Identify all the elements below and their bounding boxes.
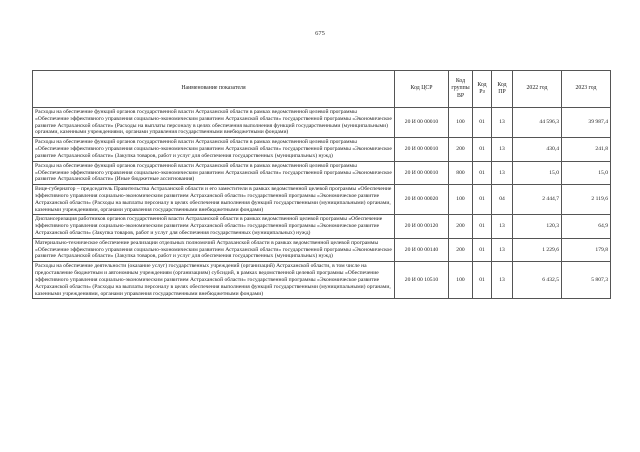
row-2023: 64,9	[562, 215, 611, 238]
table-row	[33, 108, 611, 138]
row-rz: 01	[473, 138, 492, 161]
row-group: 100	[449, 108, 473, 138]
row-2023: 2 119,6	[562, 185, 611, 215]
row-2023: 15,0	[562, 161, 611, 184]
row-code: 20 И 00 00010	[395, 138, 449, 161]
row-pr: 13	[492, 161, 513, 184]
row-2022: 44 596,3	[513, 108, 562, 138]
row-pr: 04	[492, 185, 513, 215]
row-code: 20 И 00 10510	[395, 262, 449, 299]
row-group: 800	[449, 161, 473, 184]
table-row	[33, 238, 611, 261]
header-name: Наименование показателя	[33, 71, 395, 108]
header-pr: Код ПР	[492, 71, 513, 108]
row-2023: 179,8	[562, 238, 611, 261]
table-body	[33, 108, 611, 299]
table-row	[33, 215, 611, 238]
row-name: Диспансеризация работников органов государственной власти Астраханской области в рамках ведомственной целевой программы «Обеспечение эффективного управления социально-экономическим развитием Астраханской области» государственной программы «Экономическое развитие Астраханской области» (Закупка товаров, работ и услуг для обеспечения государственных (муниципальных) нужд)	[33, 215, 395, 238]
header-code: Код ЦСР	[395, 71, 449, 108]
row-rz: 01	[473, 185, 492, 215]
header-2023: 2023 год	[562, 71, 611, 108]
row-2022: 2 444,7	[513, 185, 562, 215]
budget-table	[32, 70, 611, 299]
row-code: 20 И 00 00120	[395, 215, 449, 238]
page-number: 675	[315, 30, 325, 37]
header-2022: 2022 год	[513, 71, 562, 108]
row-2023: 241,8	[562, 138, 611, 161]
row-2022: 1 229,6	[513, 238, 562, 261]
row-name: Расходы на обеспечение функций органов государственной власти Астраханской области в рамках ведомственной целевой программы «Обеспечение эффективного управления социально-экономическим развитием Астраханской области» государственной программы «Экономическое развитие Астраханской области» (Расходы на выплаты персоналу в целях обеспечения выполнения функций государственными (муниципальными) органами, казенными учреждениями, органами управления государственными внебюджетными фондами)	[33, 108, 395, 138]
row-pr: 13	[492, 108, 513, 138]
row-code: 20 И 00 00010	[395, 161, 449, 184]
header-group: Код группы ВР	[449, 71, 473, 108]
row-name: Расходы на обеспечение функций органов государственной власти Астраханской области в рамках ведомственной целевой программы «Обеспечение эффективного управления социально-экономическим развитием Астраханской области» государственной программы «Экономическое развитие Астраханской области» (Иные бюджетные ассигнования)	[33, 161, 395, 184]
row-group: 100	[449, 262, 473, 299]
row-rz: 01	[473, 215, 492, 238]
row-code: 20 И 00 00140	[395, 238, 449, 261]
table-row	[33, 185, 611, 215]
table-row	[33, 262, 611, 299]
row-name: Расходы на обеспечение функций органов государственной власти Астраханской области в рамках ведомственной целевой программы «Обеспечение эффективного управления социально-экономическим развитием Астраханской области» государственной программы «Экономическое развитие Астраханской области» (Закупка товаров, работ и услуг для обеспечения государственных (муниципальных) нужд)	[33, 138, 395, 161]
row-2023: 5 807,3	[562, 262, 611, 299]
row-rz: 01	[473, 262, 492, 299]
row-name: Вице-губернатор – председатель Правительства Астраханской области и его заместители в рамках ведомственной целевой программы «Обеспечение эффективного управления социально-экономическим развитием Астраханской области» государственной программы «Экономическое развитие Астраханской области» (Расходы на выплаты персоналу в целях обеспечения выполнения функций государственными (муниципальными) органами, казенными учреждениями, органами управления государственными внебюджетными фондами)	[33, 185, 395, 215]
row-name: Материально-техническое обеспечение реализации отдельных полномочий Астраханской области в рамках ведомственной целевой программы «Обеспечение эффективного управления социально-экономическим развитием Астраханской области» государственной программы «Экономическое развитие Астраханской области» (Закупка товаров, работ и услуг для обеспечения государственных (муниципальных) нужд)	[33, 238, 395, 261]
row-2022: 430,4	[513, 138, 562, 161]
row-code: 20 И 00 00020	[395, 185, 449, 215]
row-pr: 13	[492, 262, 513, 299]
header-row	[33, 71, 611, 108]
row-2022: 120,3	[513, 215, 562, 238]
row-pr: 13	[492, 138, 513, 161]
row-pr: 13	[492, 238, 513, 261]
table-header	[33, 71, 611, 108]
row-2022: 6 432,5	[513, 262, 562, 299]
row-pr: 13	[492, 215, 513, 238]
row-rz: 01	[473, 238, 492, 261]
row-group: 200	[449, 138, 473, 161]
row-code: 20 И 00 00010	[395, 108, 449, 138]
row-2022: 15,0	[513, 161, 562, 184]
table-row	[33, 161, 611, 184]
row-group: 100	[449, 185, 473, 215]
row-name: Расходы на обеспечение деятельности (оказание услуг) государственных учреждений (организаций) Астраханской области, в том числе на предоставление бюджетным и автономным учреждениям (организациям) субсидий, в рамках ведомственной целевой программы «Обеспечение эффективного управления социально-экономическим развитием Астраханской области» государственной программы «Экономическое развитие Астраханской области» (Расходы на выплаты персоналу в целях обеспечения выполнения функций государственными (муниципальными) органами, казенными учреждениями, органами управления государственными внебюджетными фондами)	[33, 262, 395, 299]
row-rz: 01	[473, 108, 492, 138]
row-group: 200	[449, 238, 473, 261]
row-2023: 39 987,4	[562, 108, 611, 138]
header-rz: Код Рз	[473, 71, 492, 108]
row-group: 200	[449, 215, 473, 238]
row-rz: 01	[473, 161, 492, 184]
table-row	[33, 138, 611, 161]
